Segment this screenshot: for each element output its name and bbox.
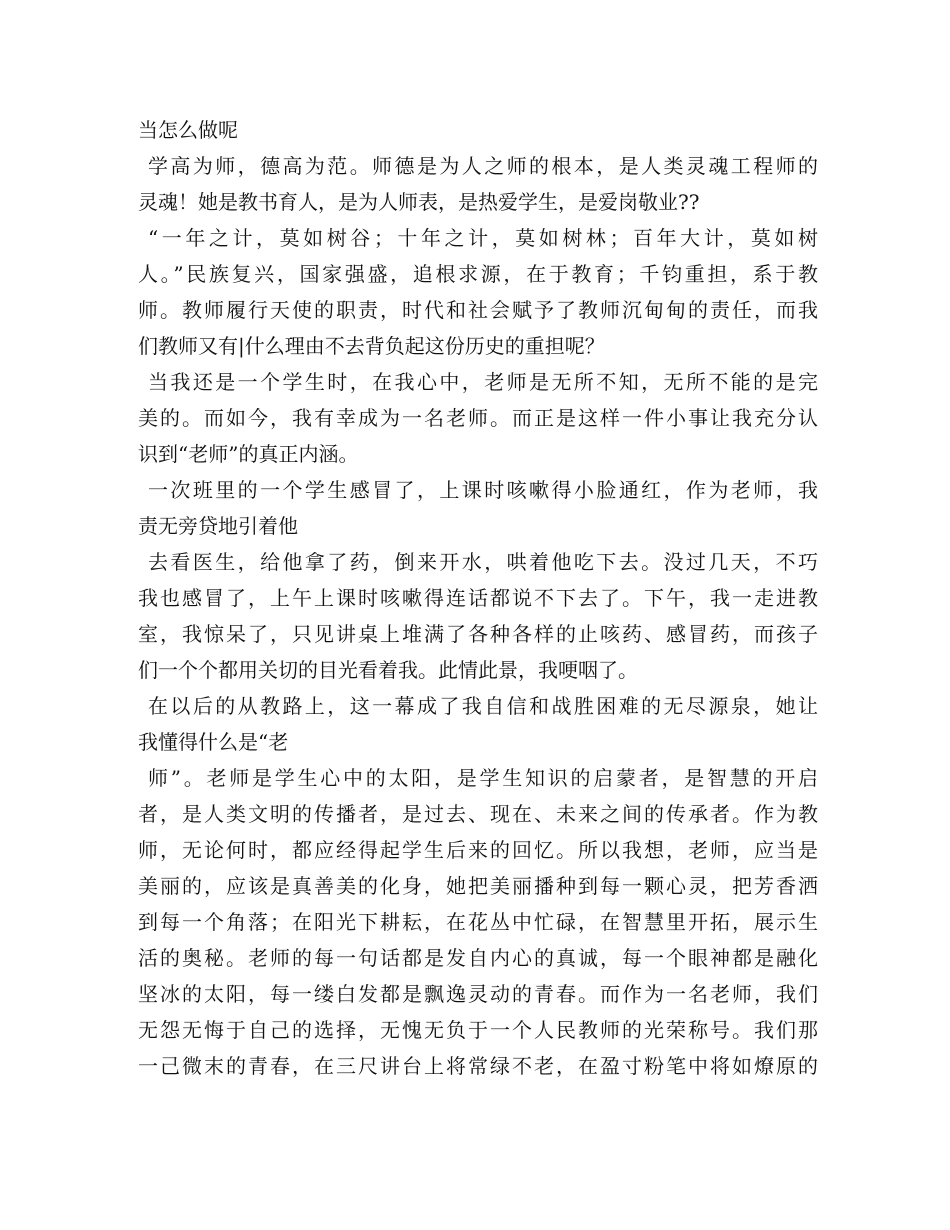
- text-line: 活的奥秘。老师的每一句话都是发自内心的真诚，每一个眼神都是融化: [138, 946, 818, 970]
- text-line: 坚冰的太阳，每一缕白发都是飘逸灵动的青春。而作为一名老师，我们: [138, 982, 818, 1006]
- text-line: 无怨无悔于自己的选择，无愧无负于一个人民教师的光荣称号。我们那: [138, 1018, 818, 1042]
- text-line: 美的。而如今，我有幸成为一名老师。而正是这样一件小事让我充分认: [138, 406, 818, 430]
- text-line: 到每一个角落；在阳光下耕耘，在花丛中忙碌，在智慧里开拓，展示生: [138, 910, 818, 934]
- text-line: 们教师又有|什么理由不去背负起这份历史的重担呢？: [138, 334, 605, 358]
- text-line: 当我还是一个学生时，在我心中，老师是无所不知，无所不能的是完: [148, 370, 818, 394]
- text-line: 师”。老师是学生心中的太阳，是学生知识的启蒙者，是智慧的开启: [148, 766, 818, 790]
- text-line: “一年之计，莫如树谷；十年之计，莫如树林；百年大计，莫如树: [148, 226, 818, 250]
- text-line: 去看医生，给他拿了药，倒来开水，哄着他吃下去。没过几天，不巧: [148, 550, 818, 574]
- text-line: 师。教师履行天使的职责，时代和社会赋予了教师沉甸甸的责任，而我: [138, 298, 818, 322]
- text-line: 识到“老师”的真正内涵。: [138, 442, 359, 466]
- text-line: 在以后的从教路上，这一幕成了我自信和战胜困难的无尽源泉，她让: [148, 694, 818, 718]
- text-line: 我懂得什么是“老: [138, 730, 289, 754]
- text-line: 一己微末的青春，在三尺讲台上将常绿不老，在盈寸粉笔中将如燎原的: [138, 1054, 818, 1078]
- text-line: 当怎么做呢: [138, 118, 238, 142]
- text-line: 我也感冒了，上午上课时咳嗽得连话都说不下去了。下午，我一走进教: [138, 586, 818, 610]
- text-line: 责无旁贷地引着他: [138, 514, 298, 538]
- text-line: 人。”民族复兴，国家强盛，追根求源，在于教育；千钧重担，系于教: [138, 262, 818, 286]
- text-line: 师，无论何时，都应经得起学生后来的回忆。所以我想，老师，应当是: [138, 838, 818, 862]
- document-body-text: [138, 112, 818, 1084]
- text-line: 一次班里的一个学生感冒了，上课时咳嗽得小脸通红，作为老师，我: [148, 478, 818, 502]
- text-line: 学高为师，德高为范。师德是为人之师的根本，是人类灵魂工程师的: [148, 154, 818, 178]
- text-line: 美丽的，应该是真善美的化身，她把美丽播种到每一颗心灵，把芳香洒: [138, 874, 818, 898]
- text-line: 灵魂！她是教书育人，是为人师表，是热爱学生，是爱岗敬业??: [138, 190, 700, 214]
- text-line: 们一个个都用关切的目光看着我。此情此景，我哽咽了。: [138, 658, 638, 682]
- text-line: 者，是人类文明的传播者，是过去、现在、未来之间的传承者。作为教: [138, 802, 818, 826]
- text-line: 室，我惊呆了，只见讲桌上堆满了各种各样的止咳药、感冒药，而孩子: [138, 622, 818, 646]
